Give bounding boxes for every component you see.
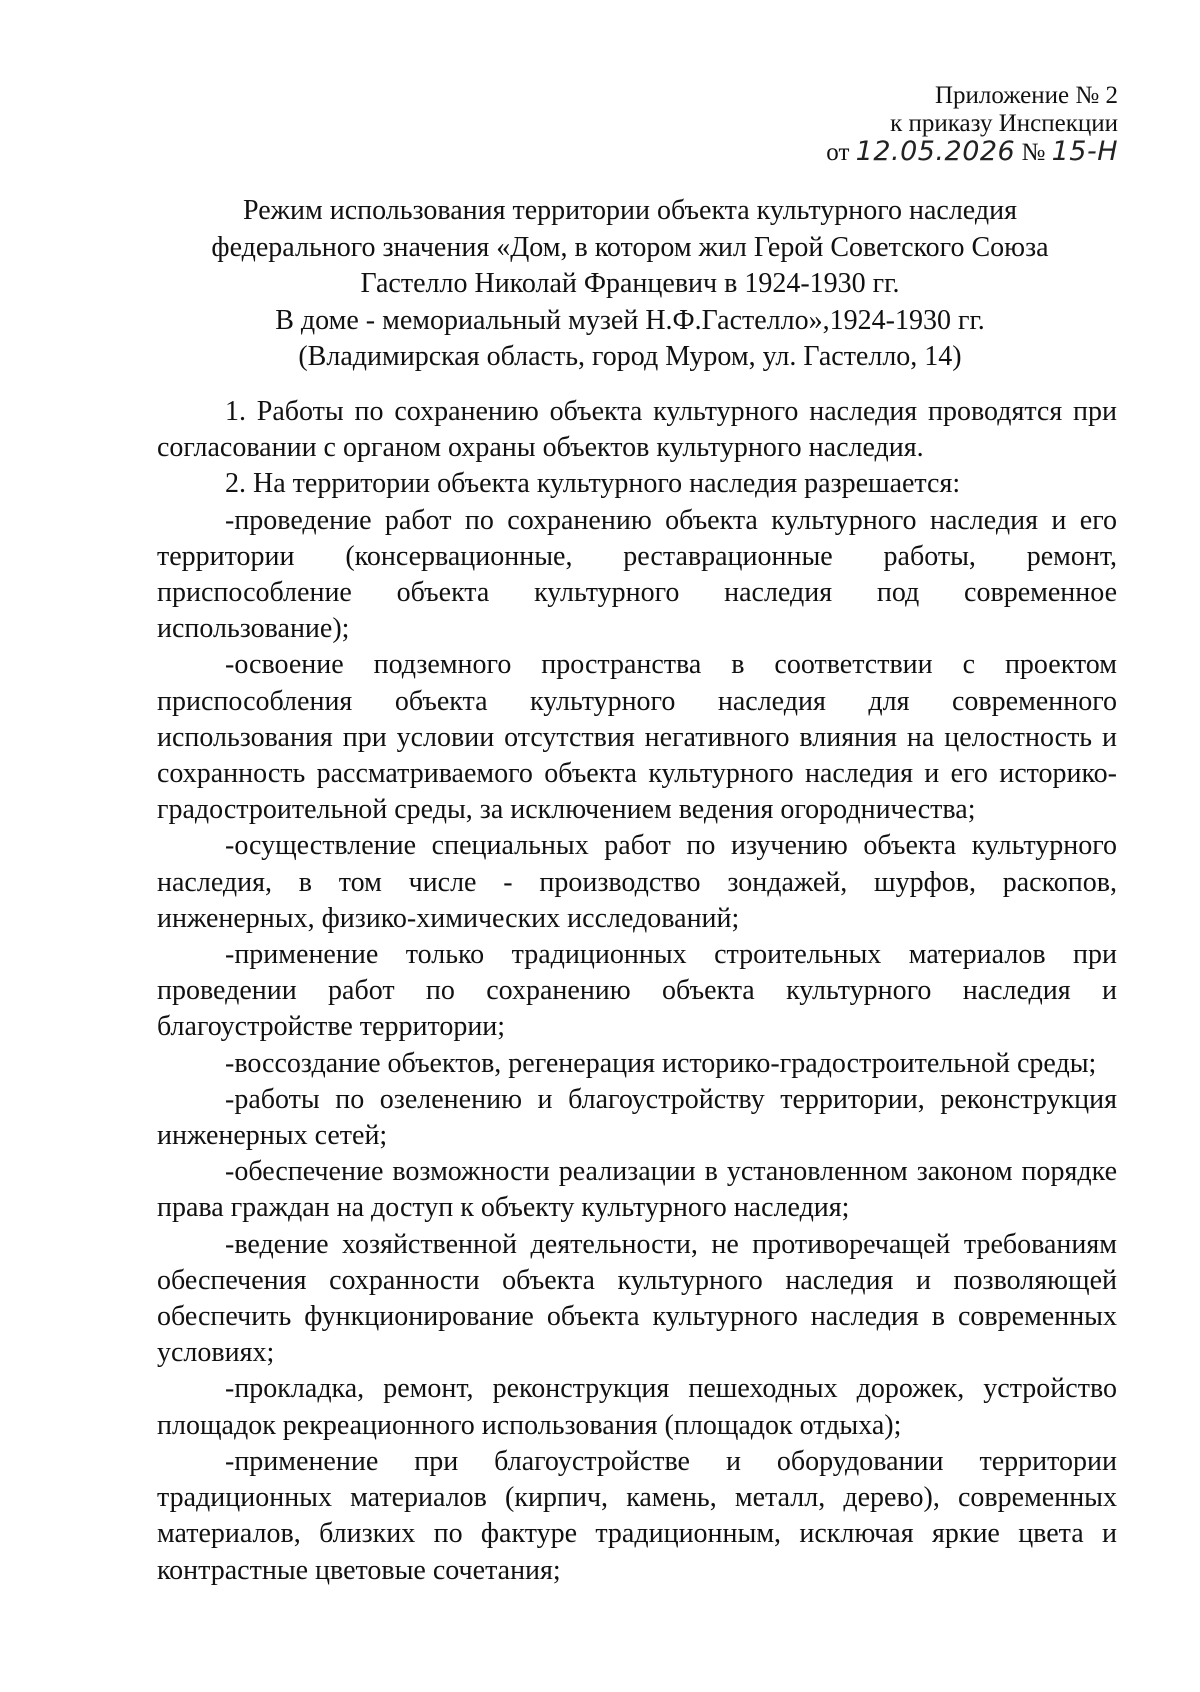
paragraph-1: 1. Работы по сохранению объекта культурного наследия проводятся при согласовании с органом охраны объектов культурного наследия.: [157, 396, 1117, 464]
appendix-header: [826, 82, 1118, 167]
number-label: №: [1021, 139, 1046, 166]
document-title: [150, 193, 1110, 376]
list-item-public-access: -обеспечение возможности реализации в установленном законом порядке права граждан на доступ к объекту культурного наследия;: [157, 1156, 1117, 1224]
appendix-date-line: [826, 138, 1118, 167]
list-item-recreation-of-objects: -воссоздание объектов, регенерация историко-градостроительной среды;: [225, 1047, 1097, 1079]
list-item-special-research: -осуществление специальных работ по изучению объекта культурного наследия, в том числе - производство зондажей, шурфов, раскопов, инженерных, физико-химических исследований;: [157, 830, 1117, 934]
handwritten-order-number: 15-Н: [1051, 136, 1118, 167]
from-label: от: [826, 139, 850, 166]
paragraph-2: 2. На территории объекта культурного наследия разрешается:: [225, 468, 961, 500]
appendix-order-reference: к приказу Инспекции: [890, 110, 1118, 137]
handwritten-date: 12.05.2026: [855, 136, 1016, 167]
title-line-1: Режим использования территории объекта культурного наследия: [243, 195, 1017, 226]
appendix-number: Приложение № 2: [934, 82, 1118, 109]
list-item-underground-space: -освоение подземного пространства в соответствии с проектом приспособления объекта культурного наследия для современного использования при условии отсутствия негативного влияния на целостность и сохранность рассматриваемого объекта культурного наследия и его историко-градостроительной среды, за исключением ведения огородничества;: [157, 649, 1117, 826]
list-item-conservation-works: -проведение работ по сохранению объекта культурного наследия и его территории (консервационные, реставрационные работы, ремонт, приспособление объекта культурного наследия под современное использование);: [157, 504, 1117, 645]
list-item-landscaping: -работы по озеленению и благоустройству территории, реконструкция инженерных сетей;: [157, 1083, 1117, 1152]
title-line-2: федерального значения «Дом, в котором жил Герой Советского Союза: [211, 231, 1049, 263]
list-item-economic-activity: -ведение хозяйственной деятельности, не противоречащей требованиям обеспечения сохранности объекта культурного наследия и позволяющей обеспечить функционирование объекта культурного наследия в современных условиях;: [157, 1228, 1117, 1369]
title-line-4: В доме - мемориальный музей Н.Ф.Гастелло»,1924-1930 гг.: [275, 304, 985, 336]
document-body: [157, 394, 1117, 1589]
title-line-3: Гастелло Николай Францевич в 1924-1930 гг.: [360, 268, 900, 299]
list-item-landscaping-materials: -применение при благоустройстве и оборудовании территории традиционных материалов (кирпич, камень, металл, дерево), современных материалов, близких по фактуре традиционным, исключая яркие цвета и контрастные цветовые сочетания;: [157, 1445, 1117, 1586]
list-item-pedestrian-paths: -прокладка, ремонт, реконструкция пешеходных дорожек, устройство площадок рекреационного использования (площадок отдыха);: [157, 1373, 1117, 1441]
title-line-5: (Владимирская область, город Муром, ул. Гастелло, 14): [298, 341, 962, 372]
list-item-traditional-materials: -применение только традиционных строительных материалов при проведении работ по сохранению объекта культурного наследия и благоустройстве территории;: [157, 939, 1117, 1043]
